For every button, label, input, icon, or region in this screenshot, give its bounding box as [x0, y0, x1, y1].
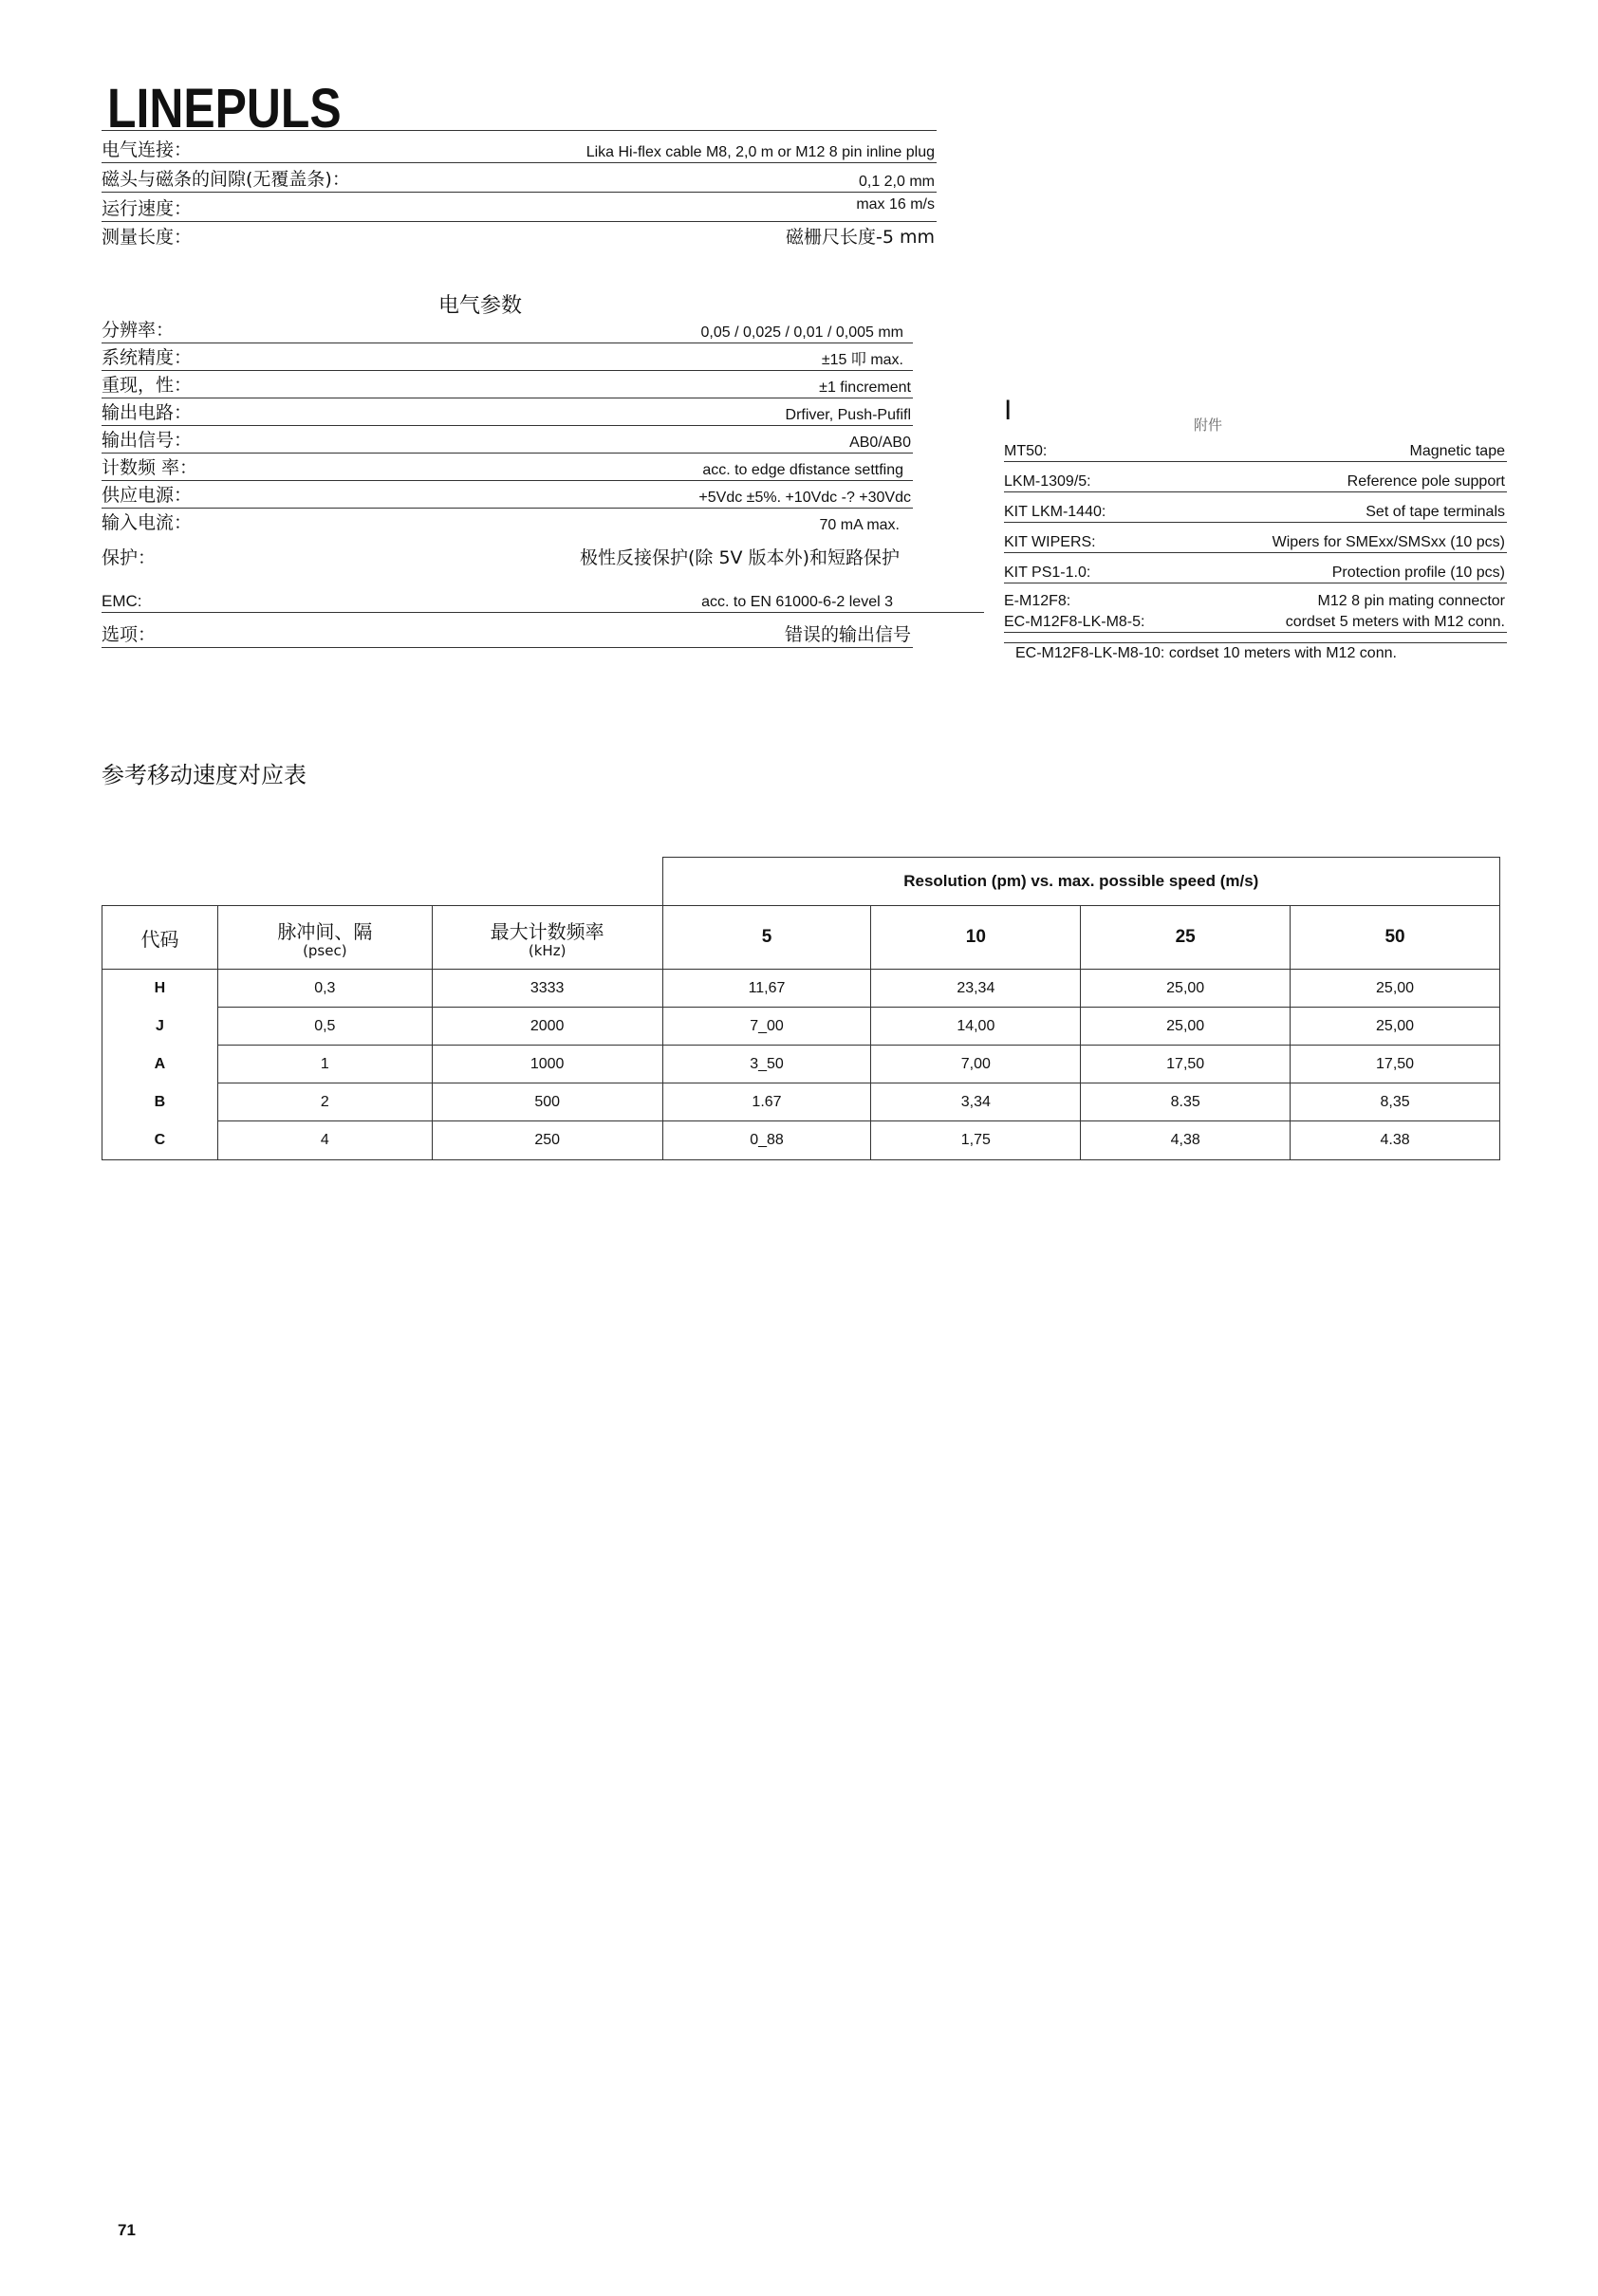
accessory-row-ec-m12f8-10: EC-M12F8-LK-M8-10: cordset 10 meters with M12 conn. — [1015, 645, 1397, 661]
header-code-label: 代码 — [140, 927, 179, 951]
spec-label: 重现，性： — [102, 375, 193, 396]
row-frequency: 250 — [432, 1121, 662, 1160]
row-speed: 25,00 — [1291, 1008, 1500, 1046]
accessory-description: Protection profile (10 pcs) — [1331, 565, 1505, 581]
spec-value: max 16 m/s — [856, 196, 935, 213]
row-speed: 25,00 — [1081, 970, 1291, 1008]
row-code: C — [102, 1121, 218, 1160]
row-frequency: 500 — [432, 1083, 662, 1121]
spec-label: 计数频 率： — [102, 457, 198, 478]
spec-label: 运行速度： — [102, 198, 193, 219]
accessory-description: Magnetic tape — [1409, 443, 1505, 459]
row-speed: 3,34 — [871, 1083, 1081, 1121]
table-row — [102, 1046, 1500, 1083]
accessory-row-e-m12f8 — [1004, 584, 1507, 611]
row-speed: 17,50 — [1291, 1046, 1500, 1083]
header-code — [102, 906, 218, 970]
spec-value: AB0/AB0 — [849, 435, 911, 451]
accessory-row-kit-ps1 — [1004, 554, 1507, 583]
header-resolution-50: 50 — [1291, 906, 1500, 970]
spec-label: 电气连接： — [102, 139, 193, 160]
spec-value: 70 mA max. — [819, 517, 900, 533]
accessory-code: KIT WIPERS: — [1004, 534, 1096, 550]
resolution-group-header: Resolution (pm) vs. max. possible speed (m/s) — [662, 858, 1499, 906]
spec-label: EMC: — [102, 592, 142, 610]
spec-value: Lika Hi-flex cable M8, 2,0 m or M12 8 pin inline plug — [585, 144, 935, 160]
table-row — [102, 1121, 1500, 1160]
header-frequency — [432, 906, 662, 970]
spec-row-speed — [102, 193, 937, 222]
spec-label: 供应电源： — [102, 485, 193, 506]
header-pulse-unit: (psec) — [303, 942, 347, 959]
accessory-description: M12 8 pin mating connector — [1317, 593, 1505, 609]
page-number: 71 — [118, 2221, 136, 2239]
table-row — [102, 970, 1500, 1008]
row-speed: 4,38 — [1081, 1121, 1291, 1160]
header-resolution-5: 5 — [662, 906, 871, 970]
accessory-code: KIT LKM-1440: — [1004, 504, 1106, 520]
row-speed: 8.35 — [1081, 1083, 1291, 1121]
row-pulse: 0,3 — [217, 970, 432, 1008]
page-title: LINEPULS — [107, 78, 342, 139]
accessory-code: LKM-1309/5: — [1004, 473, 1091, 490]
speed-table-heading: 参考移动速度对应表 — [102, 762, 307, 788]
spec-label: 磁头与磁条的间隙(无覆盖条)： — [102, 169, 350, 190]
spec-row-gap — [102, 163, 937, 193]
accessory-row-ec-m12f8-5 — [1004, 611, 1507, 633]
spec-value: acc. to EN 61000-6-2 level 3 — [701, 594, 893, 610]
accessory-description: Wipers for SMExx/SMSxx (10 pcs) — [1272, 534, 1505, 550]
spec-row-counting-frequency — [102, 454, 913, 481]
row-pulse: 2 — [217, 1083, 432, 1121]
spec-label: 输出信号： — [102, 430, 193, 451]
spec-value: 0,1 2,0 mm — [858, 174, 935, 190]
header-resolution-10: 10 — [871, 906, 1081, 970]
accessories-heading: 附件 — [1194, 417, 1223, 434]
spec-row-repeatability — [102, 371, 913, 398]
row-speed: 8,35 — [1291, 1083, 1500, 1121]
accessory-code: EC-M12F8-LK-M8-5: — [1004, 614, 1145, 630]
accessories-marker: I — [1004, 395, 1013, 426]
spec-label: 选项： — [102, 624, 157, 645]
spec-value: Drfiver, Push-Pufifl — [785, 407, 911, 423]
accessory-row-kit-lkm1440 — [1004, 493, 1507, 523]
row-speed: 7,00 — [871, 1046, 1081, 1083]
row-code: B — [102, 1083, 218, 1121]
accessory-code: E-M12F8: — [1004, 593, 1071, 609]
speed-table — [102, 857, 1500, 1160]
row-frequency: 1000 — [432, 1046, 662, 1083]
header-pulse — [217, 906, 432, 970]
row-speed: 25,00 — [1081, 1008, 1291, 1046]
spec-value: ±15 叩 max. — [821, 352, 903, 368]
header-resolution-25: 25 — [1081, 906, 1291, 970]
spec-value: ±1 fincrement — [819, 380, 911, 396]
title-rule — [102, 130, 937, 131]
accessory-row-lkm1309 — [1004, 463, 1507, 492]
row-code: H — [102, 970, 218, 1008]
row-pulse: 0,5 — [217, 1008, 432, 1046]
spec-label: 系统精度： — [102, 347, 193, 368]
accessory-row-kit-wipers — [1004, 524, 1507, 553]
row-speed: 4.38 — [1291, 1121, 1500, 1160]
row-pulse: 1 — [217, 1046, 432, 1083]
row-speed: 1.67 — [662, 1083, 871, 1121]
spec-row-resolution — [102, 316, 913, 343]
row-speed: 3_50 — [662, 1046, 871, 1083]
row-speed: 25,00 — [1291, 970, 1500, 1008]
spec-row-options — [102, 619, 913, 648]
row-frequency: 3333 — [432, 970, 662, 1008]
row-pulse: 4 — [217, 1121, 432, 1160]
header-frequency-unit: (kHz) — [528, 942, 567, 959]
row-frequency: 2000 — [432, 1008, 662, 1046]
spec-row-protection — [102, 542, 913, 570]
spec-label: 输入电流： — [102, 512, 193, 533]
accessory-description: cordset 5 meters with M12 conn. — [1285, 614, 1505, 630]
accessory-description: Reference pole support — [1347, 473, 1505, 490]
table-row — [102, 1083, 1500, 1121]
spec-value: 极性反接保护(除 5V 版本外)和短路保护 — [580, 547, 900, 568]
spec-value: 磁栅尺长度-5 mm — [785, 227, 935, 248]
spec-row-length — [102, 221, 937, 250]
row-speed: 11,67 — [662, 970, 871, 1008]
accessory-description: Set of tape terminals — [1366, 504, 1505, 520]
header-pulse-label: 脉冲间、隔 — [277, 920, 373, 943]
spec-row-connection — [102, 134, 937, 163]
accessory-code: MT50: — [1004, 443, 1048, 459]
spec-row-output-signal — [102, 426, 913, 454]
spec-value: 错误的输出信号 — [784, 624, 911, 645]
spec-label: 分辨率： — [102, 320, 175, 341]
electrical-heading: 电气参数 — [438, 294, 523, 318]
row-speed: 1,75 — [871, 1121, 1081, 1160]
row-speed: 17,50 — [1081, 1046, 1291, 1083]
row-speed: 14,00 — [871, 1008, 1081, 1046]
spec-label: 测量长度： — [102, 227, 193, 248]
row-code: J — [102, 1008, 218, 1046]
spec-label: 保护： — [102, 547, 157, 568]
table-blank-corner — [102, 858, 663, 906]
spec-value: acc. to edge dfistance settfing — [702, 462, 903, 478]
spec-row-output-circuit — [102, 398, 913, 426]
row-speed: 7_00 — [662, 1008, 871, 1046]
accessory-code: KIT PS1-1.0: — [1004, 565, 1091, 581]
accessory-row-mt50 — [1004, 433, 1507, 462]
spec-value: +5Vdc ±5%. +10Vdc -? +30Vdc — [698, 490, 911, 506]
row-speed: 0_88 — [662, 1121, 871, 1160]
spec-value: 0,05 / 0,025 / 0,01 / 0,005 mm — [700, 324, 903, 341]
table-row — [102, 1008, 1500, 1046]
row-code: A — [102, 1046, 218, 1083]
spec-row-current — [102, 509, 913, 535]
spec-row-power-supply — [102, 481, 913, 509]
spec-row-accuracy — [102, 343, 913, 371]
header-frequency-label: 最大计数频率 — [490, 920, 604, 943]
accessories-bottom-rule — [1004, 642, 1507, 643]
spec-label: 输出电路： — [102, 402, 193, 423]
spec-row-emc — [102, 587, 984, 613]
row-speed: 23,34 — [871, 970, 1081, 1008]
